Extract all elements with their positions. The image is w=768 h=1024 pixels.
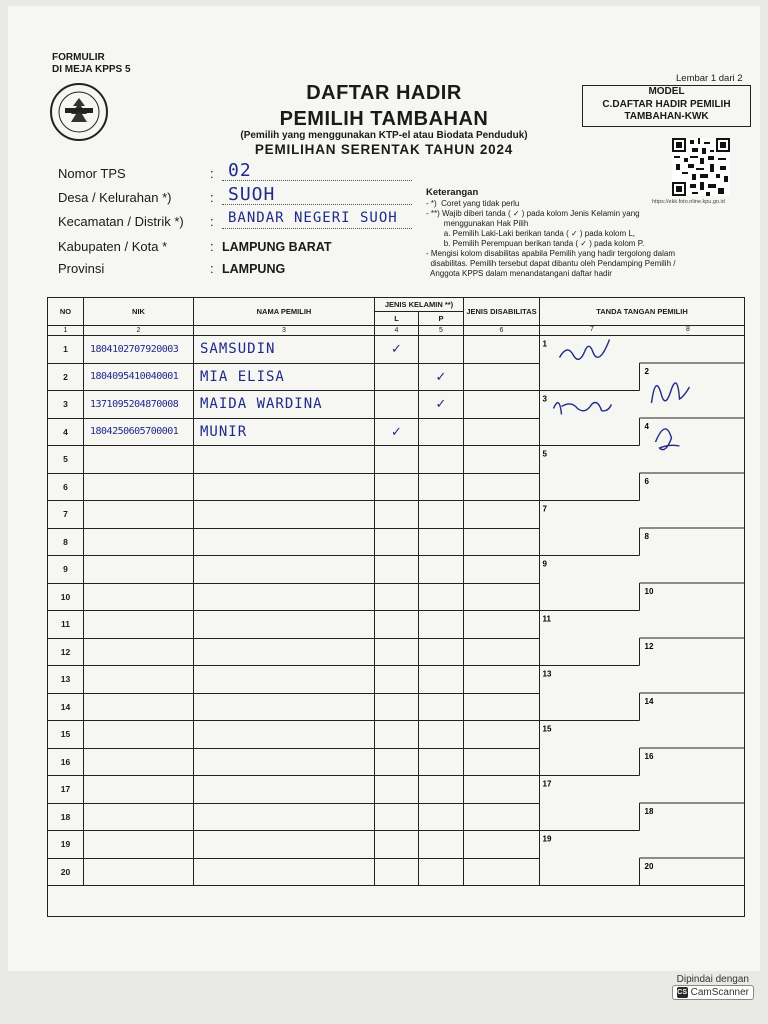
name-cell: MIA ELISA [194,363,375,391]
header-tanda-tangan: TANDA TANGAN PEMILIH [540,298,745,326]
nik-cell: 1371095204870008 [84,391,194,419]
signature-number: 6 [644,477,649,486]
row-number: 3 [48,391,84,419]
gender-p-cell: ✓ [419,391,464,419]
signature-number: 12 [644,642,654,651]
col-number: 5 [419,326,464,336]
title-line3: PEMILIHAN SERENTAK TAHUN 2024 [254,142,514,157]
keterangan-line: - *) Coret yang tidak perlu [426,199,520,208]
row-number: 19 [48,831,84,859]
row-number: 11 [48,611,84,639]
col-number: 6 [464,326,540,336]
keterangan-line: - Mengisi kolom disabilitas apabila Pemilih yang hadir tergolong dalam [426,249,676,258]
name-cell: MUNIR [194,418,375,446]
title-line1: DAFTAR HADIR [306,82,462,104]
row-number: 14 [48,693,84,721]
signature-number: 5 [542,449,547,459]
keterangan-line: disabilitas. Pemilih tersebut dapat dibantu oleh Pendamping Pemilih / [426,259,676,268]
nik-cell: 1804102707920003 [84,336,194,364]
signature-number: 18 [644,807,654,816]
row-number: 8 [48,528,84,556]
row-number: 6 [48,473,84,501]
header-l: L [375,312,419,326]
desa-colon: : [210,190,214,205]
signature-1 [560,340,610,360]
col-number: 2 [84,326,194,336]
col-number: 4 [375,326,419,336]
keterangan-line: Anggota KPPS dalam menandatangani daftar hadir [426,269,612,278]
tps-label: Nomor TPS [58,166,126,181]
kabupaten-value: LAMPUNG BARAT [222,240,332,254]
row-number: 12 [48,638,84,666]
signature-number: 11 [542,614,551,624]
qr-url: https://ekk.foto.nline.kpu.go.id [652,199,725,205]
signature-number: 7 [542,504,547,514]
header-jenis-kelamin: JENIS KELAMIN **) [375,298,464,312]
signature-number: 9 [542,559,547,569]
keterangan-title: Keterangan [426,187,479,198]
signature-number: 2 [644,367,649,376]
header-nik: NIK [84,298,194,326]
row-number: 17 [48,776,84,804]
form-code: FORMULIR DI MEJA KPPS 5 [52,52,131,75]
header-disabilitas: JENIS DISABILITAS [464,298,540,326]
signature-2 [652,383,690,403]
signature-number: 4 [644,422,649,431]
signature-number: 8 [644,532,649,541]
name-cell: SAMSUDIN [194,336,375,364]
col-number: 1 [48,326,84,336]
gender-l-cell: ✓ [375,418,419,446]
signature-number: 10 [644,587,654,596]
signature-3 [554,403,612,415]
desa-value: SUOH [228,184,276,205]
signature-number: 19 [542,834,552,844]
keterangan-line: a. Pemilih Laki-Laki berikan tanda ( ✓ ) pada kolom L, [426,229,636,238]
signature-number: 1 [542,339,547,349]
row-number: 13 [48,666,84,694]
row-number: 4 [48,418,84,446]
sheet-label: Lembar 1 dari 2 [676,73,743,84]
signature-number: 3 [542,394,547,404]
row-number: 16 [48,748,84,776]
row-number: 5 [48,446,84,474]
kecamatan-value: BANDAR NEGERI SUOH [228,210,398,226]
row-number: 10 [48,583,84,611]
signature-number: 16 [644,752,654,761]
col-number: 3 [194,326,375,336]
keterangan-line: b. Pemilih Perempuan berikan tanda ( ✓ ) pada kolom P. [426,239,645,248]
kecamatan-label: Kecamatan / Distrik *) [58,214,184,229]
gender-l-cell: ✓ [375,336,419,364]
row-number: 18 [48,803,84,831]
signature-number: 13 [542,669,552,679]
col-number: 8 [686,326,690,333]
header-no: NO [48,298,84,326]
kabupaten-label: Kabupaten / Kota * [58,239,168,254]
nik-cell: 1804095410040001 [84,363,194,391]
subtitle: (Pemilih yang menggunakan KTP-el atau Biodata Penduduk) [240,130,528,141]
keterangan-line: - **) Wajib diberi tanda ( ✓ ) pada kolom Jenis Kelamin yang [426,209,640,218]
tps-colon: : [210,166,214,181]
kabupaten-colon: : [210,239,214,254]
desa-label: Desa / Kelurahan *) [58,190,172,205]
signature-number: 17 [542,779,552,789]
row-number: 9 [48,556,84,584]
kecamatan-colon: : [210,214,214,229]
signature-4 [656,429,680,450]
name-cell: MAIDA WARDINA [194,391,375,419]
provinsi-value: LAMPUNG [222,262,286,276]
row-number: 20 [48,858,84,886]
gender-p-cell: ✓ [419,363,464,391]
signature-number: 15 [542,724,552,734]
provinsi-colon: : [210,261,214,276]
signature-number: 14 [644,697,654,706]
provinsi-label: Provinsi [58,261,105,276]
keterangan-line: menggunakan Hak Pilih [426,219,529,228]
camscanner-watermark: Dipindai dengan CS CamScanner [672,974,754,1000]
model-box: MODEL C.DAFTAR HADIR PEMILIH TAMBAHAN-KWK [582,85,751,127]
signature-number: 20 [644,862,654,871]
camscanner-icon: CS [677,989,687,996]
row-number: 15 [48,721,84,749]
header-nama: NAMA PEMILIH [194,298,375,326]
tps-value: 02 [228,160,252,181]
header-p: P [419,312,464,326]
title-line2: PEMILIH TAMBAHAN [279,108,489,130]
row-number: 1 [48,336,84,364]
row-number: 7 [48,501,84,529]
nik-cell: 1804250605700001 [84,418,194,446]
row-number: 2 [48,363,84,391]
col-number: 7 [590,326,594,333]
